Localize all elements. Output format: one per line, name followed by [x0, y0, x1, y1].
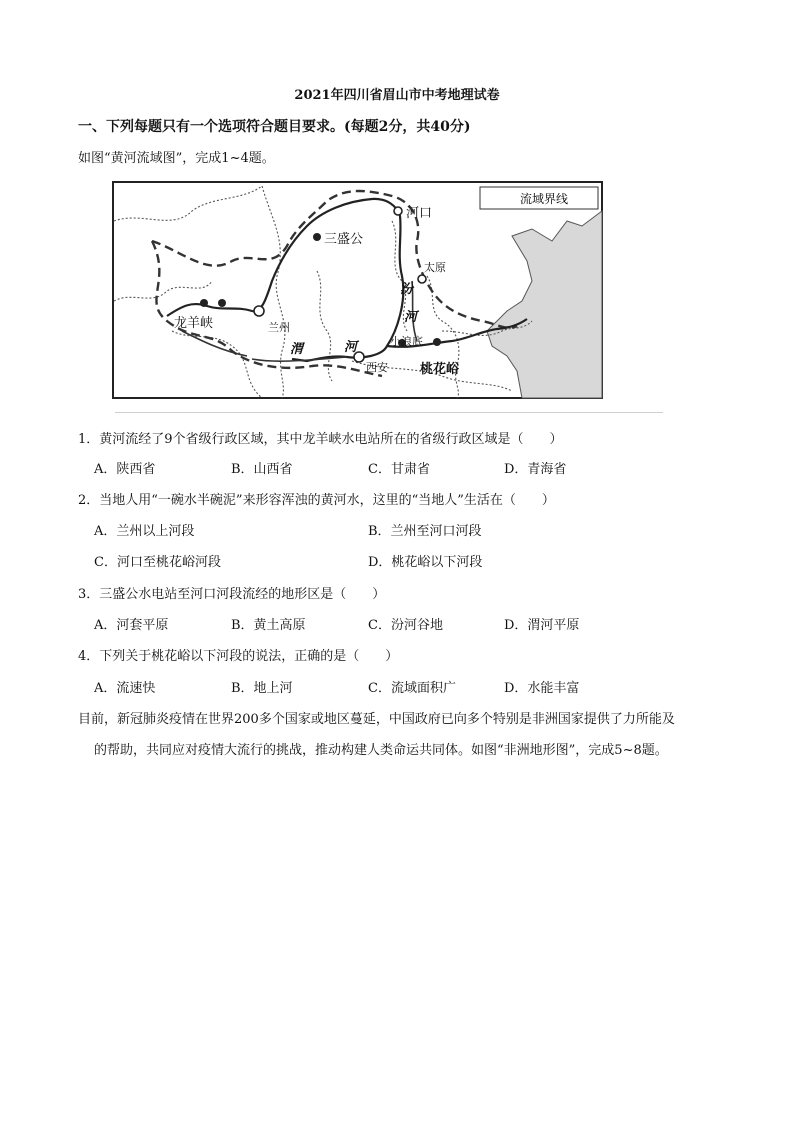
label-taiyuan: 太原 — [424, 261, 446, 274]
label-longyangxia: 龙羊峡 — [174, 316, 214, 331]
q2-option-a: A．兰州以上河段 — [94, 524, 195, 539]
label-he: 河 — [404, 310, 418, 325]
label-hekou: 河口 — [406, 206, 433, 221]
q4-option-a: A．流速快 — [94, 681, 156, 696]
label-xian: 西安 — [366, 361, 388, 374]
q2-option-b: B．兰州至河口河段 — [368, 524, 482, 539]
q4-option-d: D．水能丰富 — [504, 681, 580, 696]
label-fen: 汾 — [400, 282, 414, 297]
label-wei: 渭 — [290, 342, 304, 357]
label-he2: 河 — [344, 340, 358, 355]
label-lanzhou: 兰州 — [268, 321, 290, 334]
legend-label: 流域界线 — [520, 192, 569, 206]
q1-option-c: C．甘肃省 — [368, 462, 430, 477]
map-intro: 如图“黄河流域图”，完成1~4题。 — [78, 151, 275, 166]
q3-option-c: C．汾河谷地 — [368, 618, 443, 633]
question-3: 3．三盛公水电站至河口河段流经的地形区是（ ） — [78, 587, 386, 602]
page-title: 2021年四川省眉山市中考地理试卷 — [294, 88, 500, 103]
q1-option-a: A．陕西省 — [94, 462, 156, 477]
label-sanshenggong: 三盛公 — [324, 232, 364, 247]
q2-option-d: D．桃花峪以下河段 — [368, 555, 483, 570]
question-4: 4．下列关于桃花峪以下河段的说法，正确的是（ ） — [78, 649, 399, 664]
q3-option-b: B．黄土高原 — [231, 618, 306, 633]
q3-option-d: D．渭河平原 — [504, 618, 580, 633]
label-xiaolangdi: 小浪底 — [390, 335, 423, 348]
passage-line-2: 的帮助，共同应对疫情大流行的挑战，推动构建人类命运共同体。如图“非洲地形图”，完成5~8题。 — [94, 743, 668, 758]
question-1: 1．黄河流经了9个省级行政区域，其中龙羊峡水电站所在的省级行政区域是（ ） — [78, 432, 563, 447]
q4-option-c: C．流域面积广 — [368, 681, 456, 696]
q3-option-a: A．河套平原 — [94, 618, 169, 633]
passage-line-1: 目前，新冠肺炎疫情在世界200多个国家或地区蔓延，中国政府已向多个特别是非洲国家提供了力所能及 — [78, 712, 675, 727]
label-taohuayu: 桃花峪 — [420, 362, 460, 377]
section-heading: 一、下列每题只有一个选项符合题目要求。(每题2分，共40分) — [78, 119, 471, 135]
q2-option-c: C．河口至桃花峪河段 — [94, 555, 221, 570]
q1-option-b: B．山西省 — [231, 462, 293, 477]
question-2: 2．当地人用“一碗水半碗泥”来形容浑浊的黄河水，这里的“当地人”生活在（ ） — [78, 493, 555, 508]
q1-option-d: D．青海省 — [504, 462, 567, 477]
q4-option-b: B．地上河 — [231, 681, 293, 696]
yellow-river-basin-map — [112, 181, 603, 399]
separator-line — [115, 412, 663, 413]
